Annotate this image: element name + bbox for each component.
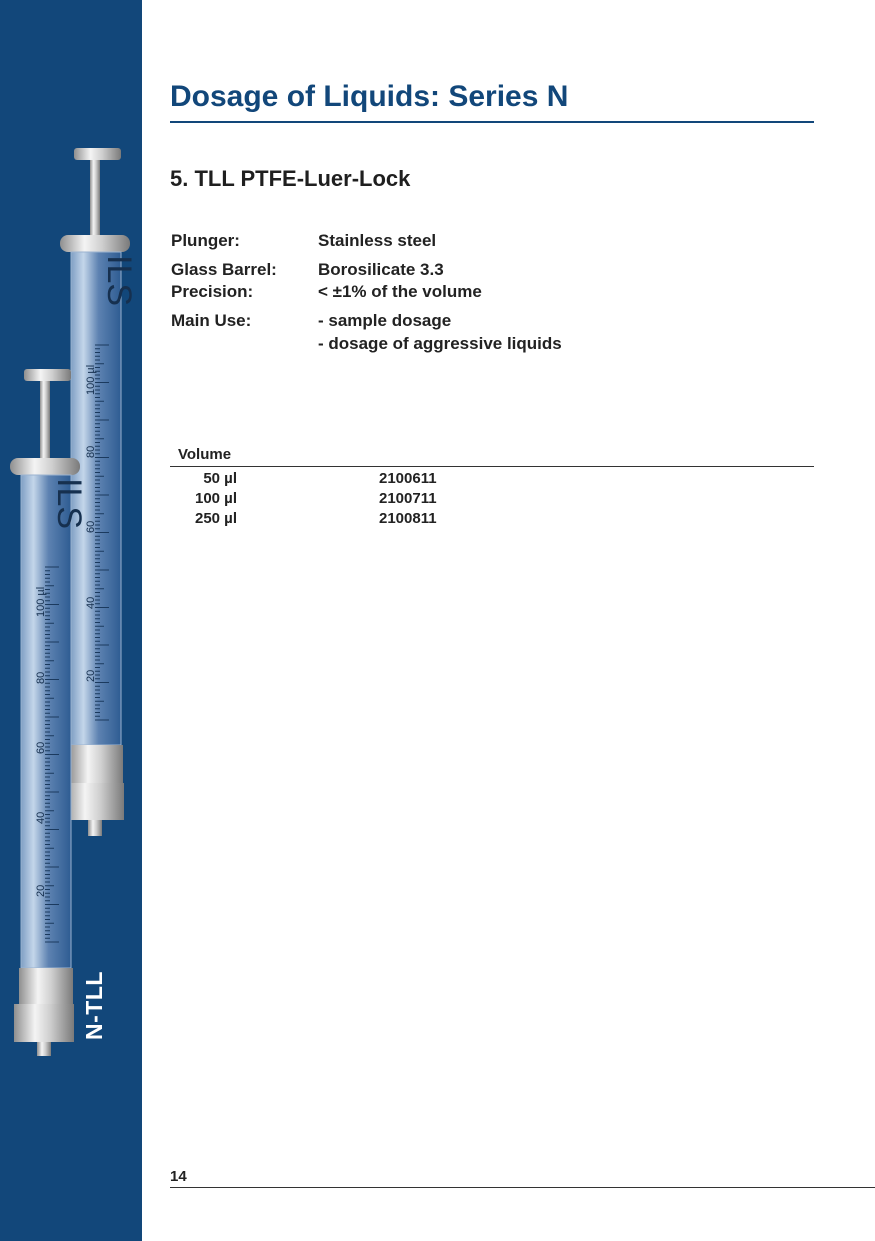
table-cell-code: 2100811 [379,510,437,527]
luer-lock [64,783,124,820]
scale-label: 40 [35,811,47,824]
spec-value-precision: < ±1% of the volume [318,282,482,301]
spec-label-precision: Precision: [171,282,254,301]
plunger-button [24,369,71,381]
luer-tip [37,1042,51,1056]
table-cell-volume: 50 µl [203,470,237,487]
scale-label: 80 [35,671,47,684]
spec-value-plunger: Stainless steel [318,231,437,250]
plunger-button [74,148,121,160]
footer-divider [170,1187,875,1188]
spec-value-glass-barrel: Borosilicate 3.3 [318,260,444,279]
brand-logo-lower: ILS [50,478,88,530]
page-number: 14 [170,1168,187,1185]
finger-flange [60,235,130,252]
syringe-lower [10,369,80,1056]
plunger-rod [40,381,50,459]
title-divider [170,121,814,123]
table-cell-volume: 250 µl [194,510,237,527]
table-header-volume: Volume [178,446,232,463]
scale-label: 40 [85,596,97,609]
plunger-rod [90,160,100,238]
scale-label: 100 µl [85,364,97,395]
table-divider [170,466,814,467]
spec-label-plunger: Plunger: [171,231,240,250]
spec-value-main-use-2: - dosage of aggressive liquids [318,334,562,353]
sidebar-product-code: N-TLL [81,971,107,1040]
scale-label: 80 [85,445,97,458]
section-heading: 5. TLL PTFE-Luer-Lock [170,166,411,191]
table-cell-code: 2100711 [379,490,437,507]
page-title: Dosage of Liquids: Series N [170,80,569,113]
scale-label: 100 µl [35,586,47,617]
luer-hub [19,968,73,1004]
syringe-illustration [0,0,142,1241]
luer-hub [69,745,123,783]
finger-flange [10,458,80,475]
scale-label: 20 [85,669,97,682]
spec-label-glass-barrel: Glass Barrel: [171,260,277,279]
luer-lock [14,1004,74,1042]
spec-label-main-use: Main Use: [171,311,252,330]
scale-label: 20 [35,884,47,897]
spec-value-main-use-1: - sample dosage [318,311,452,330]
luer-tip [88,820,102,836]
scale-label: 60 [85,520,97,533]
brand-logo-upper: ILS [100,255,138,307]
scale-label: 60 [35,741,47,754]
table-cell-code: 2100611 [379,470,437,487]
table-cell-volume: 100 µl [194,490,237,507]
